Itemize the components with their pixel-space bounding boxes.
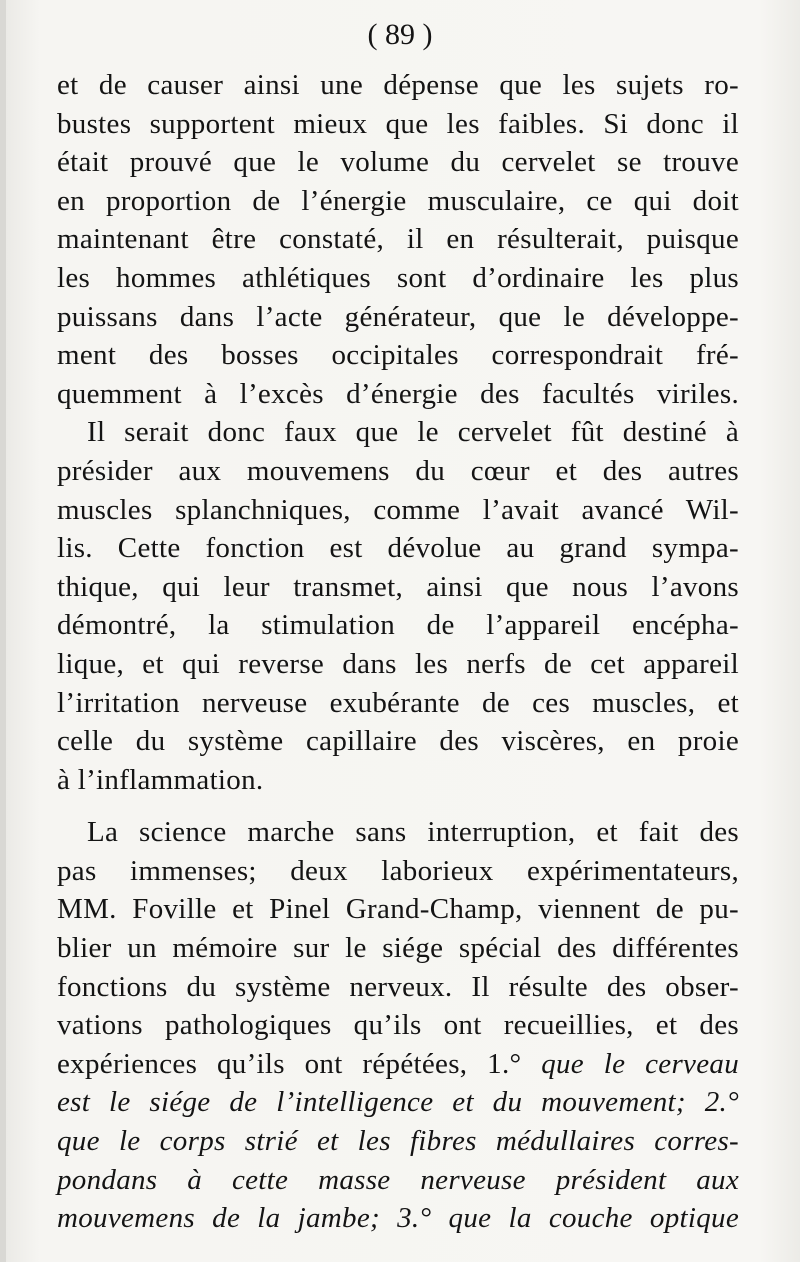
text-line: muscles splanchniques, comme l’avait avancé Wil- xyxy=(57,493,739,526)
text-line: pondans à cette masse nerveuse président aux xyxy=(57,1163,739,1196)
text-line: et de causer ainsi une dépense que les sujets ro- xyxy=(57,69,739,101)
text-line: La science marche sans interruption, et fait des xyxy=(87,816,739,849)
text-line: quemment à l’excès d’énergie des facultés viriles. xyxy=(57,377,739,410)
text-line: était prouvé que le volume du cervelet se trouve xyxy=(57,146,739,179)
paragraph xyxy=(57,413,739,799)
text-line: blier un mémoire sur le siége spécial des différentes xyxy=(57,932,739,965)
text-line: l’irritation nerveuse exubérante de ces muscles, et xyxy=(57,686,739,719)
text-line: en proportion de l’énergie musculaire, ce qui doit xyxy=(57,184,739,217)
text-line: présider aux mouvemens du cœur et des autres xyxy=(57,454,739,487)
text-line: puissans dans l’acte générateur, que le développe- xyxy=(57,300,739,333)
page-gutter-shadow xyxy=(0,0,6,1262)
text-line: démontré, la stimulation de l’appareil encépha- xyxy=(57,609,739,642)
text-line: les hommes athlétiques sont d’ordinaire les plus xyxy=(57,261,739,294)
text-line: mouvemens de la jambe; 3.° que la couche optique xyxy=(57,1202,739,1235)
page-number: ( 89 ) xyxy=(367,18,433,51)
text-line: que le corps strié et les fibres médullaires corres- xyxy=(57,1125,739,1158)
text-line: vations pathologiques qu’ils ont recueillies, et des xyxy=(57,1009,739,1042)
paragraph xyxy=(57,813,739,1238)
text-line: lique, et qui reverse dans les nerfs de cet appareil xyxy=(57,647,739,680)
text-line: fonctions du système nerveux. Il résulte des obser- xyxy=(57,970,739,1003)
paragraph xyxy=(57,66,739,413)
text-line: est le siége de l’intelligence et du mouvement; 2.° xyxy=(57,1086,739,1119)
body-text xyxy=(57,66,739,1238)
text-line: MM. Foville et Pinel Grand-Champ, viennent de pu- xyxy=(57,893,739,926)
text-line: bustes supportent mieux que les faibles. Si donc il xyxy=(57,107,739,140)
text-line: pas immenses; deux laborieux expérimentateurs, xyxy=(57,854,739,887)
text-line: maintenant être constaté, il en résulterait, puisque xyxy=(57,223,739,256)
text-line: celle du système capillaire des viscères, en proie xyxy=(57,725,739,758)
paragraph-gap xyxy=(57,799,739,813)
text-line: à l’inflammation. xyxy=(57,763,264,796)
text-line: ment des bosses occipitales correspondrait fré- xyxy=(57,339,739,372)
text-line: thique, qui leur transmet, ainsi que nous l’avons xyxy=(57,570,739,603)
text-line: lis. Cette fonction est dévolue au grand sympa- xyxy=(57,532,739,565)
text-line: expériences qu’ils ont répétées, 1.° que le cerveau xyxy=(57,1047,739,1080)
text-line: Il serait donc faux que le cervelet fût destiné à xyxy=(87,416,739,449)
